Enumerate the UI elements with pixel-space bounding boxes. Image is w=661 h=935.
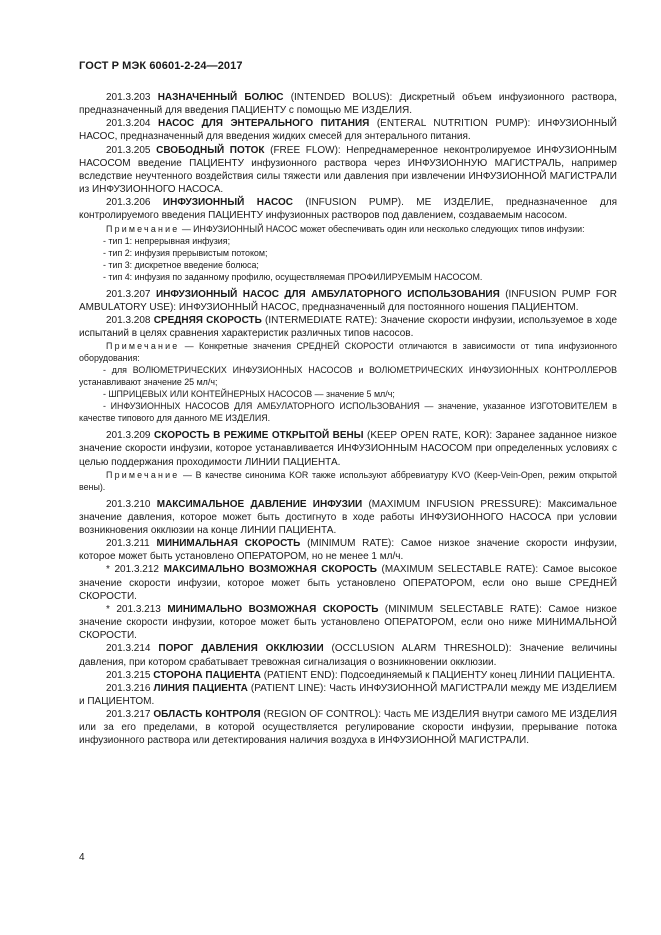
term-entry-215	[79, 669, 617, 682]
term-entry-206	[79, 196, 617, 222]
note-text: — В качестве синонима KOR также используют аббревиатуру KVO (Keep-Vein-Open, режим открытой вены).	[79, 469, 617, 492]
term-name: МИНИМАЛЬНО ВОЗМОЖНАЯ СКОРОСТЬ	[167, 603, 379, 615]
note-label: Примечание	[106, 469, 180, 480]
term-definition: (MAXIMUM SELECTABLE RATE): Самое высокое значение скорости инфузии, которое может быть установлено ОПЕРАТОРОМ, если оно выше СРЕДНЕЙ СКОРОСТИ.	[79, 564, 618, 602]
term-definition: (MINIMUM RATE): Самое низкое значение скорости инфузии, которое может быть установлено ОПЕРАТОРОМ, но не менее 1 мл/ч.	[79, 538, 617, 563]
clause-number: 201.3.207	[106, 288, 151, 300]
term-name: МАКСИМАЛЬНОЕ ДАВЛЕНИЕ ИНФУЗИИ	[156, 498, 363, 510]
clause-number: 201.3.217	[106, 709, 151, 721]
term-name: СРЕДНЯЯ СКОРОСТЬ	[153, 314, 262, 326]
clause-number: 201.3.211	[106, 538, 150, 550]
term-definition: (PATIENT LINE): Часть ИНФУЗИОННОЙ МАГИСТРАЛИ между МЕ ИЗДЕЛИЕМ и ПАЦИЕНТОМ.	[79, 682, 617, 707]
term-entry-212	[79, 563, 617, 602]
term-name: НАЗНАЧЕННЫЙ БОЛЮС	[157, 92, 284, 103]
clause-number: 201.3.208	[106, 314, 151, 326]
term-definition: (REGION OF CONTROL): Часть МЕ ИЗДЕЛИЯ внутри самого МЕ ИЗДЕЛИЯ или за его пределами, в которой осуществляется регулирование скорости инфузии, прерывание потока инфузионного раствора или детектирования наличия воздуха в ИНФУЗИОННОЙ МАГИСТРАЛИ.	[79, 709, 617, 747]
term-definition: (OCCLUSION ALARM THRESHOLD): Значение величины давления, при котором срабатывает тревожная сигнализация о возникновении окклюзии.	[79, 643, 617, 668]
note-list-item: - тип 4: инфузия по заданному профилю, осуществляемая ПРОФИЛИРУЕМЫМ НАСОСОМ.	[103, 271, 483, 282]
term-name: МИНИМАЛЬНАЯ СКОРОСТЬ	[156, 538, 301, 550]
term-name: СТОРОНА ПАЦИЕНТА	[153, 669, 261, 681]
term-entry-210	[79, 498, 617, 537]
term-entry-205	[79, 144, 617, 197]
term-entry-207	[79, 288, 617, 314]
term-name: ИНФУЗИОННЫЙ НАСОС ДЛЯ АМБУЛАТОРНОГО ИСПОЛЬЗОВАНИЯ	[155, 288, 500, 300]
note-intermediate-rate	[79, 340, 617, 424]
clause-number: 201.3.214	[106, 643, 151, 655]
term-name: СВОБОДНЫЙ ПОТОК	[156, 144, 265, 156]
term-definition: (KEEP OPEN RATE, KOR): Заранее заданное низкое значение скорости инфузии, которое устанавливается ИНФУЗИОННЫМ НАСОСОМ при определенных условиях с целью поддержания проходимости ЛИНИИ ПАЦИЕНТА.	[79, 430, 617, 468]
note-list-item: - ИНФУЗИОННЫХ НАСОСОВ ДЛЯ АМБУЛАТОРНОГО ИСПОЛЬЗОВАНИЯ — значение, указанное ИЗГОТОВИТЕЛЕМ в качестве типового для данного МЕ ИЗДЕЛИЯ.	[79, 401, 617, 424]
note-list-item: - ШПРИЦЕВЫХ ИЛИ КОНТЕЙНЕРНЫХ НАСОСОВ — значение 5 мл/ч;	[103, 389, 395, 400]
term-entry-216	[79, 682, 617, 708]
clause-number: 201.3.216	[106, 682, 151, 694]
note-list-item: - тип 3: дискретное введение болюса;	[103, 259, 259, 270]
term-definition: (INFUSION PUMP). МЕ ИЗДЕЛИЕ, предназначенное для контролируемого введения ПАЦИЕНТУ инфузионных растворов под давлением, создаваемым насосом.	[79, 197, 617, 222]
note-infusion-types	[79, 223, 617, 283]
term-definition: (INTENDED BOLUS): Дискретный объем инфузионного раствора, предназначенный для введения ПАЦИЕНТУ с помощью МЕ ИЗДЕЛИЯ.	[79, 92, 618, 117]
note-text: — Конкретные значения СРЕДНЕЙ СКОРОСТИ отличаются в зависимости от типа инфузионного оборудования:	[79, 341, 617, 364]
note-list-item: - тип 1: непрерывная инфузия;	[103, 235, 231, 246]
clause-number: 201.3.205	[106, 144, 151, 156]
star-mark: *	[106, 564, 115, 576]
term-definition: (MINIMUM SELECTABLE RATE): Самое низкое значение скорости инфузии, которое может быть установлено ОПЕРАТОРОМ, если оно ниже МИНИМАЛЬНОЙ СКОРОСТИ.	[79, 603, 617, 642]
note-list-item: - тип 2: инфузия прерывистым потоком;	[103, 247, 268, 258]
note-label: Примечание	[106, 223, 180, 234]
term-definition: (INTERMEDIATE RATE): Значение скорости инфузии, используемое в ходе испытаний в целях сравнения характеристик различных типов насосов.	[79, 314, 618, 340]
term-entry-214	[79, 642, 617, 668]
clause-number: 201.3.212	[114, 564, 159, 576]
term-name: ЛИНИЯ ПАЦИЕНТА	[153, 682, 248, 694]
note-kvo	[79, 469, 617, 493]
term-name: ИНФУЗИОННЫЙ НАСОС	[162, 197, 293, 209]
clause-number: 201.3.204	[106, 118, 151, 130]
term-definition: (MAXIMUM INFUSION PRESSURE): Максимальное значение давления, которое может быть достигнуто в ходе работы ИНФУЗИОННОГО НАСОСА при условии возникновения окклюзии на конце ЛИНИИ ПАЦИЕНТА.	[79, 498, 617, 536]
note-list-item: - для ВОЛЮМЕТРИЧЕСКИХ ИНФУЗИОННЫХ НАСОСОВ и ВОЛЮМЕТРИЧЕСКИХ ИНФУЗИОННЫХ КОНТРОЛЛЕРОВ устанавливают значение 25 мл/ч;	[79, 365, 617, 388]
term-name: МАКСИМАЛЬНО ВОЗМОЖНАЯ СКОРОСТЬ	[163, 564, 377, 576]
term-entry-211	[79, 537, 617, 563]
term-name: ОБЛАСТЬ КОНТРОЛЯ	[153, 709, 261, 721]
page-number: 4	[79, 852, 85, 863]
term-definition: (INFUSION PUMP FOR AMBULATORY USE): ИНФУЗИОННЫЙ НАСОС, предназначенный для постоянного ношения ПАЦИЕНТОМ.	[79, 288, 617, 313]
term-entry-209	[79, 429, 617, 468]
clause-number: 201.3.210	[106, 498, 151, 510]
term-entry-213	[79, 603, 617, 642]
clause-number: 201.3.209	[106, 430, 151, 442]
document-body	[79, 91, 617, 748]
document-header: ГОСТ Р МЭК 60601-2-24—2017	[79, 60, 243, 72]
term-definition: (FREE FLOW): Непреднамеренное неконтролируемое ИНФУЗИОННЫМ НАСОСОМ введение ПАЦИЕНТУ инфузионного раствора через ИНФУЗИОННУЮ МАГИСТРАЛЬ, например вследствие неучтенного воздействия силы тяжести или давления при извлечении ИНФУЗИОННОЙ МАГИСТРАЛИ из ИНФУЗИОННОГО НАСОСА.	[79, 144, 618, 196]
clause-number: 201.3.213	[116, 603, 161, 615]
term-definition: (ENTERAL NUTRITION PUMP): ИНФУЗИОННЫЙ НАСОС, предназначенный для введения жидких смесей для энтерального питания.	[79, 118, 617, 143]
star-mark: *	[106, 603, 117, 615]
note-text: — ИНФУЗИОННЫЙ НАСОС может обеспечивать один или несколько следующих типов инфузии:	[179, 223, 585, 234]
term-entry-208	[79, 314, 617, 340]
term-entry-203	[79, 91, 617, 117]
note-label: Примечание	[106, 341, 180, 352]
term-name: СКОРОСТЬ В РЕЖИМЕ ОТКРЫТОЙ ВЕНЫ	[153, 430, 364, 442]
term-entry-204	[79, 117, 617, 143]
clause-number: 201.3.203	[106, 92, 151, 103]
clause-number: 201.3.215	[106, 669, 151, 681]
clause-number: 201.3.206	[106, 197, 151, 209]
term-definition: (PATIENT END): Подсоединяемый к ПАЦИЕНТУ конец ЛИНИИ ПАЦИЕНТА.	[260, 669, 616, 681]
term-entry-217	[79, 708, 617, 747]
term-name: ПОРОГ ДАВЛЕНИЯ ОККЛЮЗИИ	[158, 643, 324, 655]
term-name: НАСОС ДЛЯ ЭНТЕРАЛЬНОГО ПИТАНИЯ	[157, 118, 370, 130]
